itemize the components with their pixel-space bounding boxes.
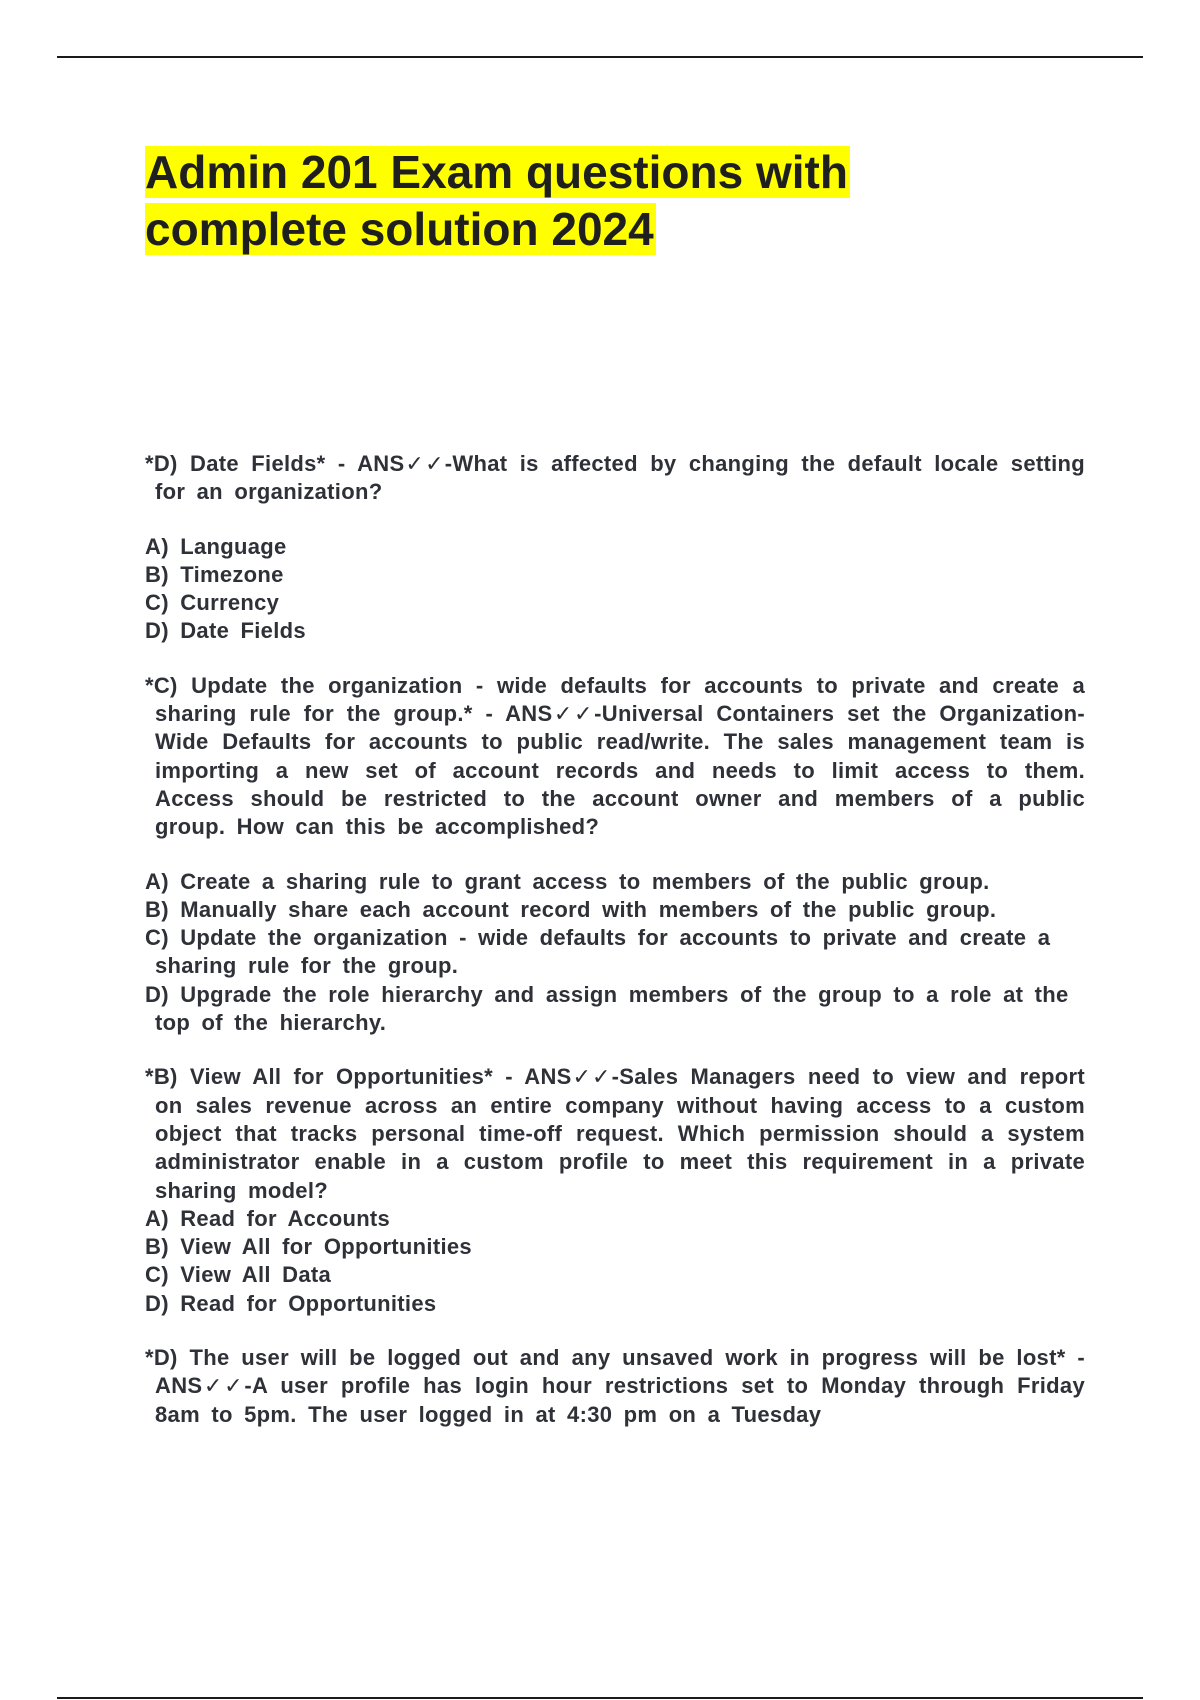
answer-option: A) Language xyxy=(145,533,287,559)
answer-option: D) Read for Opportunities xyxy=(145,1290,437,1316)
answer-option: B) View All for Opportunities xyxy=(145,1234,472,1260)
question-prompt: *C) Update the organization - wide defaults for accounts to private and create a sharing rule for the group.* - ANS✓✓-Universal Containers set the Organization-Wide Defaults for accounts to public read/write. The sales management team is importing a new set of account records and needs to limit access to them. Access should be restricted to the account owner and members of a public group. How can this be accomplished? xyxy=(145,672,1085,840)
answer-options xyxy=(145,533,1085,646)
question-block-2 xyxy=(145,672,1085,1038)
question-block-1 xyxy=(145,450,1085,646)
answer-option: B) Timezone xyxy=(145,561,284,587)
answer-option: A) Read for Accounts xyxy=(145,1205,391,1231)
answer-option: C) Update the organization - wide defaults for accounts to private and create a sharing rule for the group. xyxy=(145,925,1051,979)
question-prompt: *D) Date Fields* - ANS✓✓-What is affected by changing the default locale setting for an organization? xyxy=(145,451,1085,505)
answer-option: A) Create a sharing rule to grant access to members of the public group. xyxy=(145,868,990,894)
title-highlight: Admin 201 Exam questions with complete solution 2024 xyxy=(145,146,848,255)
answer-option: D) Date Fields xyxy=(145,618,306,644)
top-rule xyxy=(57,56,1143,58)
question-prompt: *B) View All for Opportunities* - ANS✓✓-Sales Managers need to view and report on sales revenue across an entire company without having access to a custom object that tracks personal time-off request. Which permission should a system administrator enable in a custom profile to meet this requirement in a private sharing model? xyxy=(145,1064,1085,1203)
answer-option: C) View All Data xyxy=(145,1262,332,1288)
bottom-rule xyxy=(57,1697,1143,1699)
answer-option: B) Manually share each account record with members of the public group. xyxy=(145,896,997,922)
answer-options xyxy=(145,1205,1085,1318)
answer-option: C) Currency xyxy=(145,590,280,616)
document-body xyxy=(145,450,1085,1429)
answer-option: D) Upgrade the role hierarchy and assign members of the group to a role at the top of the hierarchy. xyxy=(145,981,1069,1036)
question-prompt: *D) The user will be logged out and any unsaved work in progress will be lost* - ANS✓✓-A user profile has login hour restrictions set to Monday through Friday 8am to 5pm. The user logged in at 4:30 pm on a Tuesday xyxy=(145,1345,1085,1427)
answer-options xyxy=(145,868,1085,1038)
document-title xyxy=(145,144,905,258)
question-block-4 xyxy=(145,1344,1085,1429)
question-block-3 xyxy=(145,1063,1085,1318)
